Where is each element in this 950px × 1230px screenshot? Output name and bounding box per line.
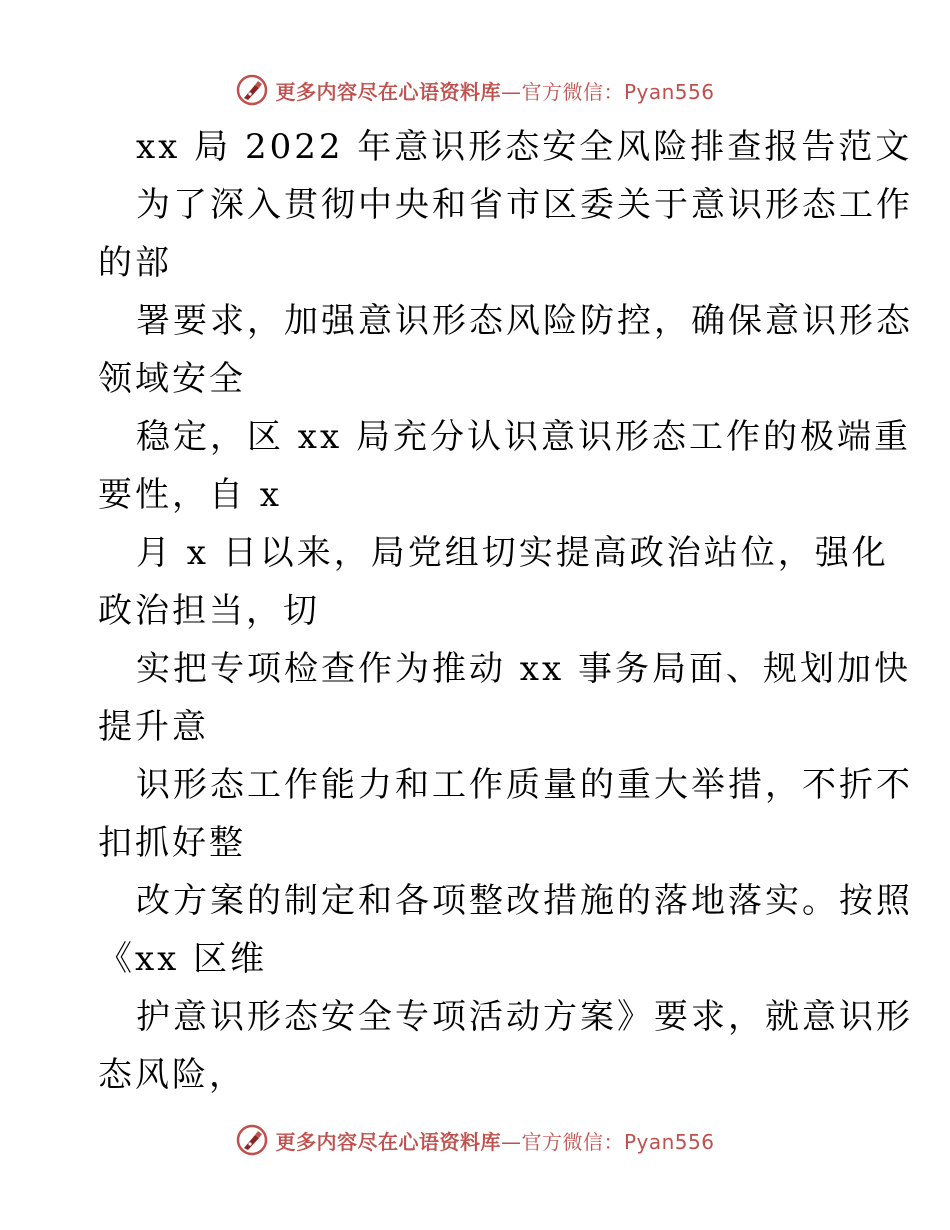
text-line: 实把专项检查作为推动 xx 事务局面、规划加快 (136, 649, 911, 689)
text-line: 要性，自 x (98, 475, 282, 515)
banner-contact-text: 官方微信：Pyan556 (521, 1129, 715, 1154)
text-line: 月 x 日以来，局党组切实提高政治站位，强化 (136, 533, 889, 573)
text-line: 提升意 (98, 707, 209, 747)
footer-banner[interactable] (0, 1120, 950, 1160)
text-line: 识形态工作能力和工作质量的重大举措，不折不 (136, 765, 913, 805)
text-line: 稳定，区 xx 局充分认识意识形态工作的极端重 (136, 417, 911, 457)
text-line: 政治担当，切 (98, 591, 320, 631)
banner-main-text: 更多内容尽在心语资料库 (275, 79, 501, 104)
pen-nib-logo-icon (235, 73, 269, 107)
text-line: 改方案的制定和各项整改措施的落地落实。按照 (136, 881, 913, 921)
text-line: 署要求，加强意识形态风险防控，确保意识形态 (136, 301, 913, 341)
text-line: 《xx 区维 (98, 939, 268, 979)
document-title: xx 局 2022 年意识形态安全风险排查报告范文 (136, 127, 913, 167)
banner-text (275, 76, 714, 105)
paragraph (98, 176, 913, 1104)
banner-main-text: 更多内容尽在心语资料库 (275, 1129, 501, 1154)
banner-dash: — (500, 79, 522, 104)
pen-nib-logo-icon (235, 1123, 269, 1157)
text-line: 护意识形态安全专项活动方案》要求，就意识形 (136, 997, 913, 1037)
text-line: 为了深入贯彻中央和省市区委关于意识形态工作 (136, 185, 913, 225)
text-line: 态风险， (98, 1055, 246, 1095)
banner-dash: — (500, 1129, 522, 1154)
text-line: 领域安全 (98, 359, 246, 399)
document-body (98, 118, 913, 1104)
banner-text (275, 1126, 714, 1155)
header-banner[interactable] (0, 70, 950, 110)
banner-contact-text: 官方微信：Pyan556 (521, 79, 715, 104)
text-line: 的部 (98, 243, 172, 283)
text-line: 扣抓好整 (98, 823, 246, 863)
